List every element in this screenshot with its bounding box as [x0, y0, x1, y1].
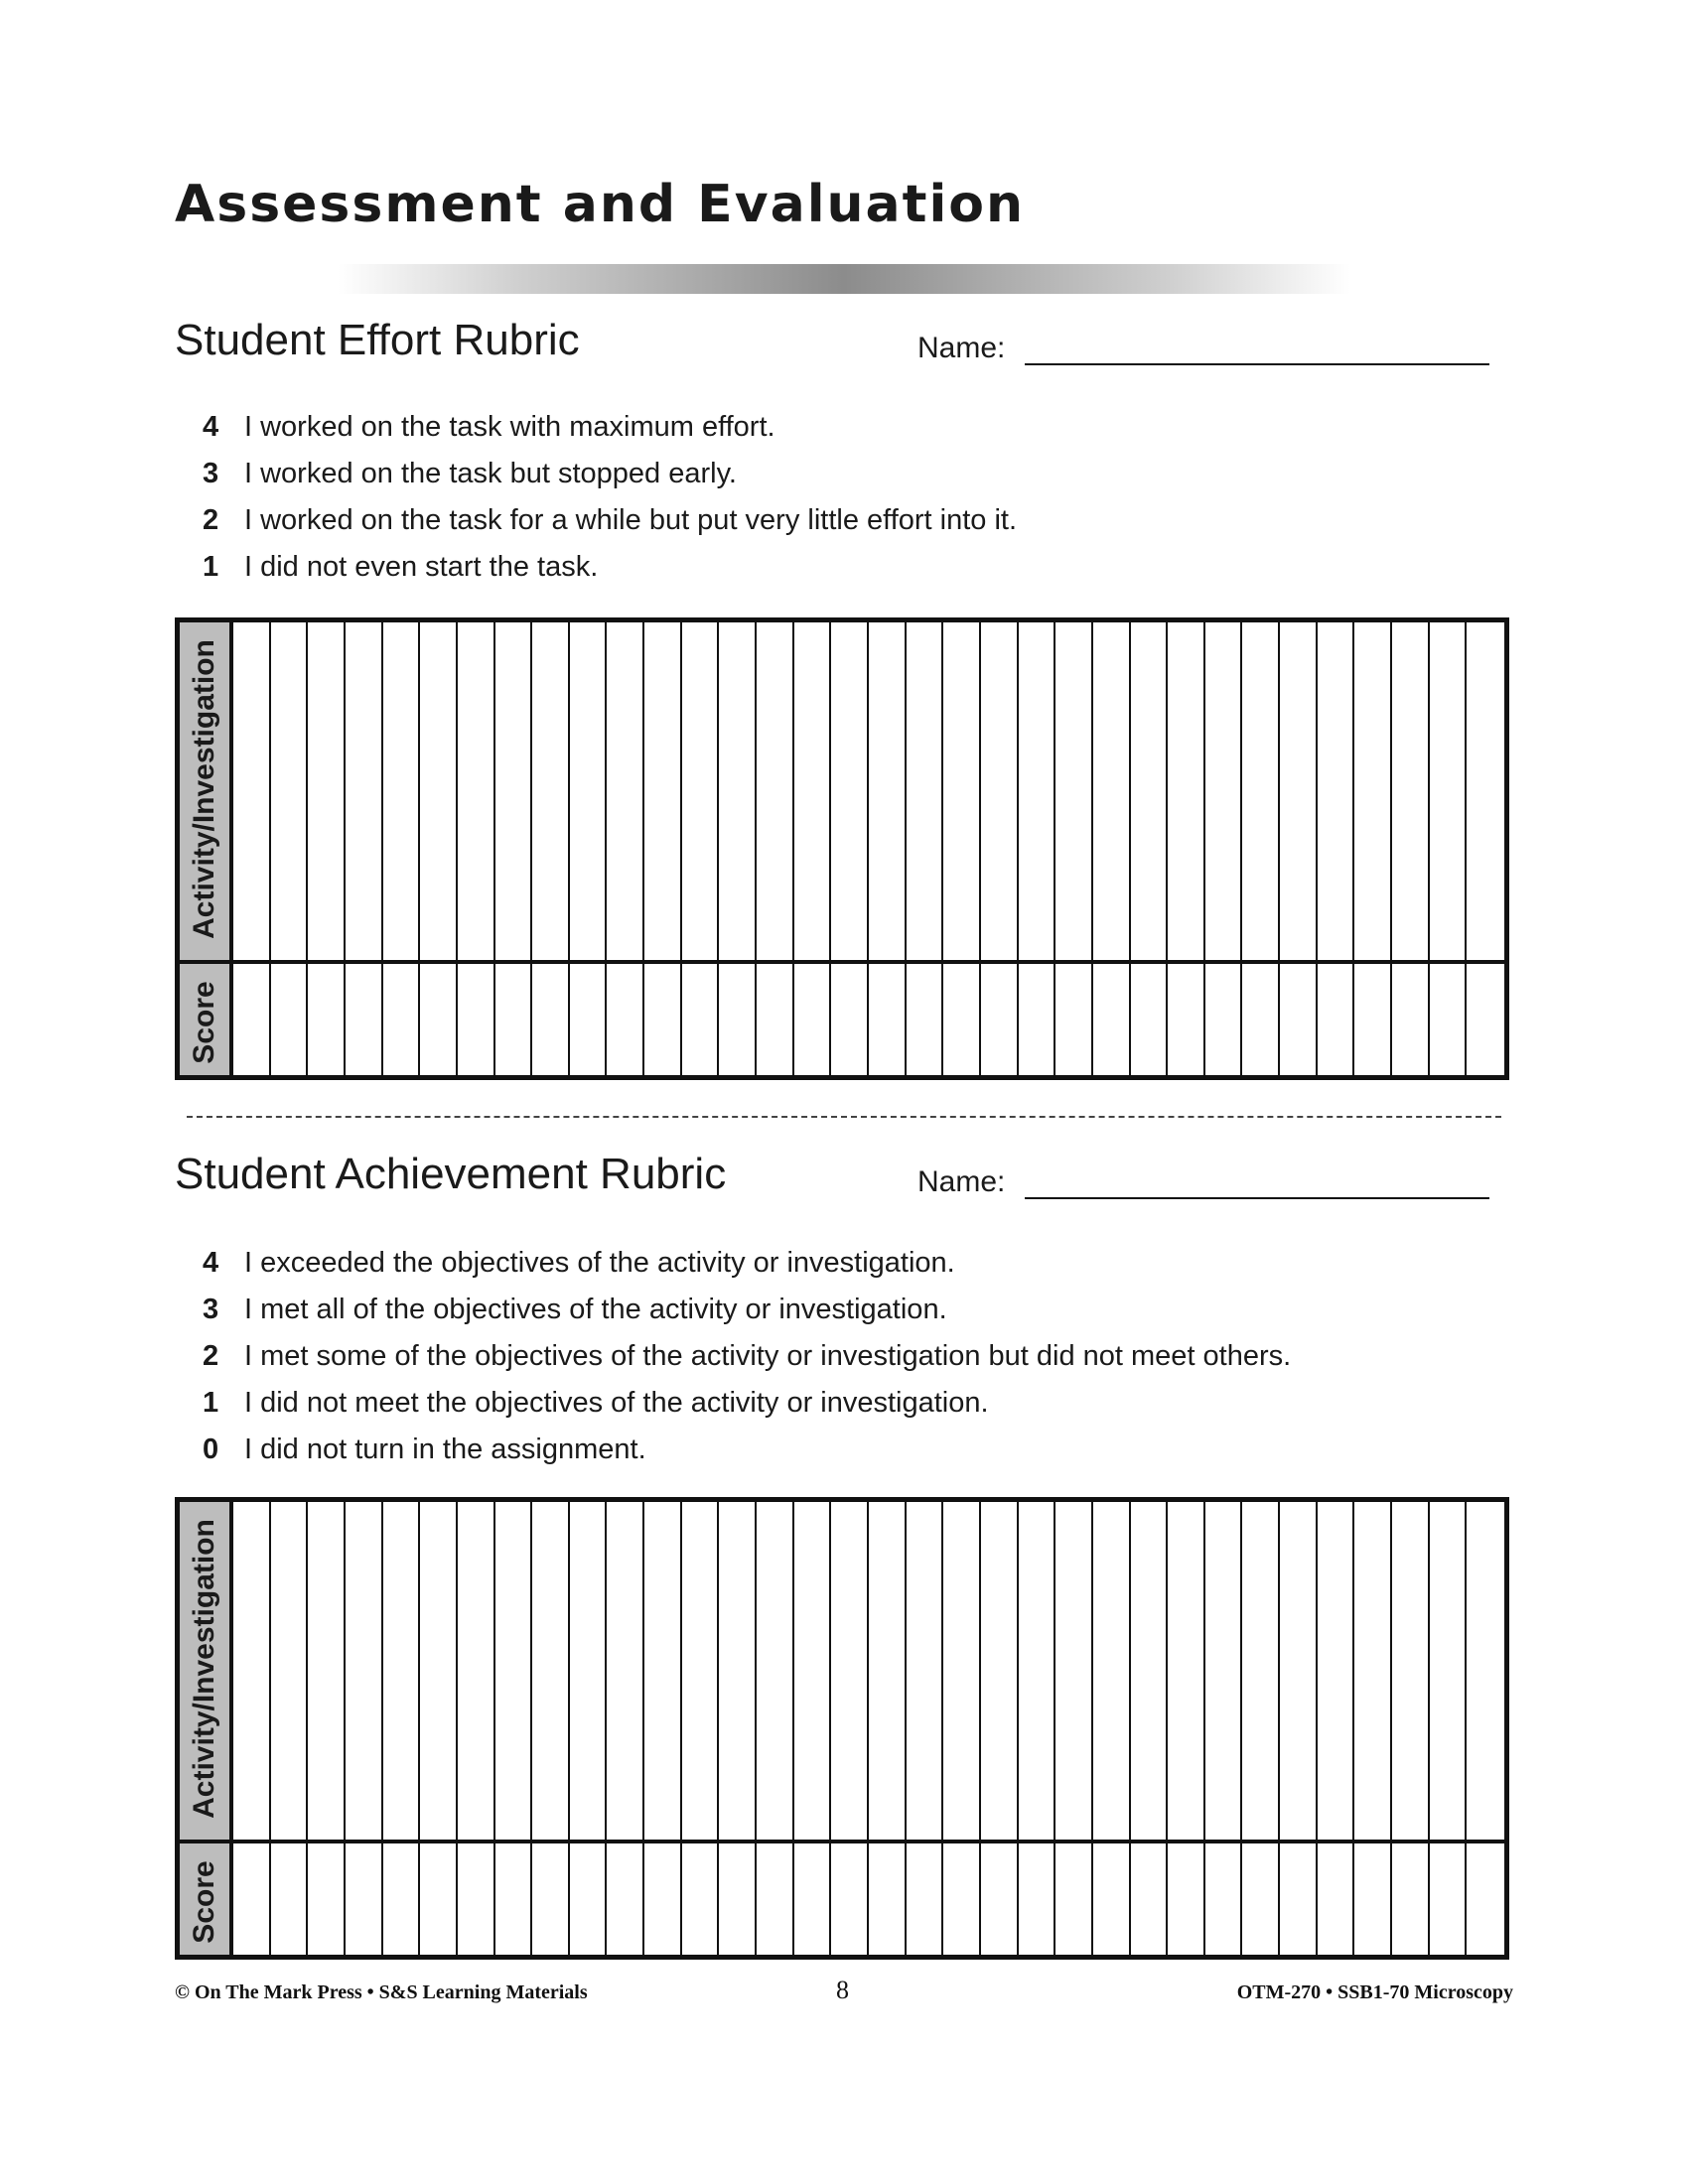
- grid-column[interactable]: [907, 1502, 944, 1955]
- effort-rubric-title: Student Effort Rubric: [175, 316, 580, 364]
- grid-column[interactable]: [1055, 622, 1093, 1075]
- grid-column[interactable]: [607, 1502, 644, 1955]
- score-label: Score: [188, 1860, 220, 1944]
- grid-column[interactable]: [1168, 622, 1205, 1075]
- grid-column[interactable]: [682, 622, 720, 1075]
- grid-column[interactable]: [1318, 622, 1355, 1075]
- criterion-level: 2: [203, 504, 219, 536]
- grid-column[interactable]: [757, 622, 794, 1075]
- grid-column[interactable]: [532, 1502, 570, 1955]
- achievement-rubric-title: Student Achievement Rubric: [175, 1150, 727, 1198]
- criterion-text: I did not meet the objectives of the activity or investigation.: [244, 1387, 989, 1419]
- grid-column[interactable]: [1280, 622, 1318, 1075]
- effort-name-field[interactable]: [1025, 363, 1489, 365]
- achievement-criterion: [203, 1433, 1291, 1480]
- grid-column[interactable]: [570, 1502, 608, 1955]
- grid-column[interactable]: [495, 1502, 533, 1955]
- achievement-criterion: [203, 1387, 1291, 1433]
- grid-column[interactable]: [981, 622, 1019, 1075]
- grid-column[interactable]: [943, 1502, 981, 1955]
- grid-column[interactable]: [271, 1502, 309, 1955]
- grid-column[interactable]: [981, 1502, 1019, 1955]
- grid-column[interactable]: [458, 622, 495, 1075]
- achievement-criterion: [203, 1340, 1291, 1387]
- grid-column[interactable]: [757, 1502, 794, 1955]
- criterion-level: 4: [203, 411, 219, 443]
- grid-column[interactable]: [794, 1502, 832, 1955]
- grid-column[interactable]: [719, 622, 757, 1075]
- criterion-text: I met all of the objectives of the activity or investigation.: [244, 1294, 947, 1325]
- criterion-level: 2: [203, 1340, 219, 1372]
- grid-column[interactable]: [420, 1502, 458, 1955]
- achievement-criterion: [203, 1247, 1291, 1294]
- achievement-name-field[interactable]: [1025, 1197, 1489, 1199]
- page-title: Assessment and Evaluation: [175, 175, 1026, 234]
- grid-columns: [233, 1502, 1504, 1955]
- criterion-level: 3: [203, 1294, 219, 1325]
- grid-column[interactable]: [607, 622, 644, 1075]
- criterion-text: I did not turn in the assignment.: [244, 1433, 646, 1465]
- grid-column[interactable]: [1168, 1502, 1205, 1955]
- effort-criterion: [203, 504, 1017, 551]
- effort-name-label: Name:: [917, 332, 1006, 364]
- footer-product-code: OTM-270 • SSB1-70 Microscopy: [1236, 1981, 1513, 2003]
- grid-column[interactable]: [420, 622, 458, 1075]
- grid-column[interactable]: [1131, 622, 1169, 1075]
- grid-column[interactable]: [644, 1502, 682, 1955]
- grid-column[interactable]: [1392, 1502, 1430, 1955]
- grid-column[interactable]: [1242, 1502, 1280, 1955]
- grid-column[interactable]: [794, 622, 832, 1075]
- achievement-criteria-list: [203, 1247, 1291, 1480]
- grid-column[interactable]: [1280, 1502, 1318, 1955]
- grid-column[interactable]: [1019, 1502, 1056, 1955]
- grid-column[interactable]: [346, 1502, 383, 1955]
- grid-column[interactable]: [495, 622, 533, 1075]
- grid-column[interactable]: [383, 622, 421, 1075]
- grid-column[interactable]: [458, 1502, 495, 1955]
- activity-investigation-label: Activity/Investigation: [188, 1519, 220, 1819]
- grid-column[interactable]: [1205, 622, 1243, 1075]
- criterion-text: I worked on the task but stopped early.: [244, 458, 737, 489]
- effort-criterion: [203, 411, 1017, 458]
- grid-row-divider: [180, 960, 1504, 964]
- grid-column[interactable]: [383, 1502, 421, 1955]
- cut-line: [187, 1116, 1501, 1118]
- grid-column[interactable]: [570, 622, 608, 1075]
- criterion-text: I met some of the objectives of the activity or investigation but did not meet others.: [244, 1340, 1292, 1372]
- grid-column[interactable]: [1354, 1502, 1392, 1955]
- criterion-text: I did not even start the task.: [244, 551, 599, 583]
- achievement-criterion: [203, 1294, 1291, 1340]
- criterion-level: 1: [203, 1387, 219, 1419]
- grid-column[interactable]: [869, 622, 907, 1075]
- grid-column[interactable]: [943, 622, 981, 1075]
- grid-column[interactable]: [308, 622, 346, 1075]
- grid-column[interactable]: [1430, 622, 1468, 1075]
- grid-column[interactable]: [1055, 1502, 1093, 1955]
- effort-criterion: [203, 458, 1017, 504]
- footer-publisher: © On The Mark Press • S&S Learning Materials: [175, 1981, 588, 2003]
- grid-column[interactable]: [907, 622, 944, 1075]
- grid-column[interactable]: [1093, 622, 1131, 1075]
- activity-investigation-label: Activity/Investigation: [188, 639, 220, 939]
- grid-column[interactable]: [1093, 1502, 1131, 1955]
- grid-column[interactable]: [1205, 1502, 1243, 1955]
- grid-column[interactable]: [233, 622, 271, 1075]
- grid-column[interactable]: [1019, 622, 1056, 1075]
- grid-side-header: [180, 1502, 233, 1955]
- criterion-text: I worked on the task for a while but put very little effort into it.: [244, 504, 1018, 536]
- criterion-text: I worked on the task with maximum effort.: [244, 411, 775, 443]
- grid-column[interactable]: [1318, 1502, 1355, 1955]
- page-number: 8: [836, 1976, 849, 2004]
- criterion-level: 4: [203, 1247, 219, 1279]
- grid-column[interactable]: [719, 1502, 757, 1955]
- grid-column[interactable]: [308, 1502, 346, 1955]
- grid-column[interactable]: [1242, 622, 1280, 1075]
- criterion-level: 0: [203, 1433, 219, 1465]
- grid-column[interactable]: [1467, 1502, 1504, 1955]
- criterion-level: 3: [203, 458, 219, 489]
- achievement-name-label: Name:: [917, 1165, 1006, 1198]
- grid-column[interactable]: [1392, 622, 1430, 1075]
- grid-column[interactable]: [271, 622, 309, 1075]
- score-label: Score: [188, 981, 220, 1064]
- criterion-level: 1: [203, 551, 219, 583]
- effort-score-grid: [175, 617, 1509, 1080]
- grid-column[interactable]: [644, 622, 682, 1075]
- grid-column[interactable]: [1354, 622, 1392, 1075]
- grid-column[interactable]: [682, 1502, 720, 1955]
- grid-columns: [233, 622, 1504, 1075]
- grid-column[interactable]: [869, 1502, 907, 1955]
- grid-column[interactable]: [831, 622, 869, 1075]
- grid-column[interactable]: [532, 622, 570, 1075]
- criterion-text: I exceeded the objectives of the activity or investigation.: [244, 1247, 955, 1279]
- grid-column[interactable]: [831, 1502, 869, 1955]
- grid-row-divider: [180, 1840, 1504, 1843]
- grid-column[interactable]: [1131, 1502, 1169, 1955]
- achievement-score-grid: [175, 1497, 1509, 1960]
- effort-criterion: [203, 551, 1017, 598]
- grid-side-header: [180, 622, 233, 1075]
- title-gradient-bar: [338, 264, 1350, 294]
- grid-column[interactable]: [346, 622, 383, 1075]
- grid-column[interactable]: [233, 1502, 271, 1955]
- grid-column[interactable]: [1430, 1502, 1468, 1955]
- grid-column[interactable]: [1467, 622, 1504, 1075]
- effort-criteria-list: [203, 411, 1017, 598]
